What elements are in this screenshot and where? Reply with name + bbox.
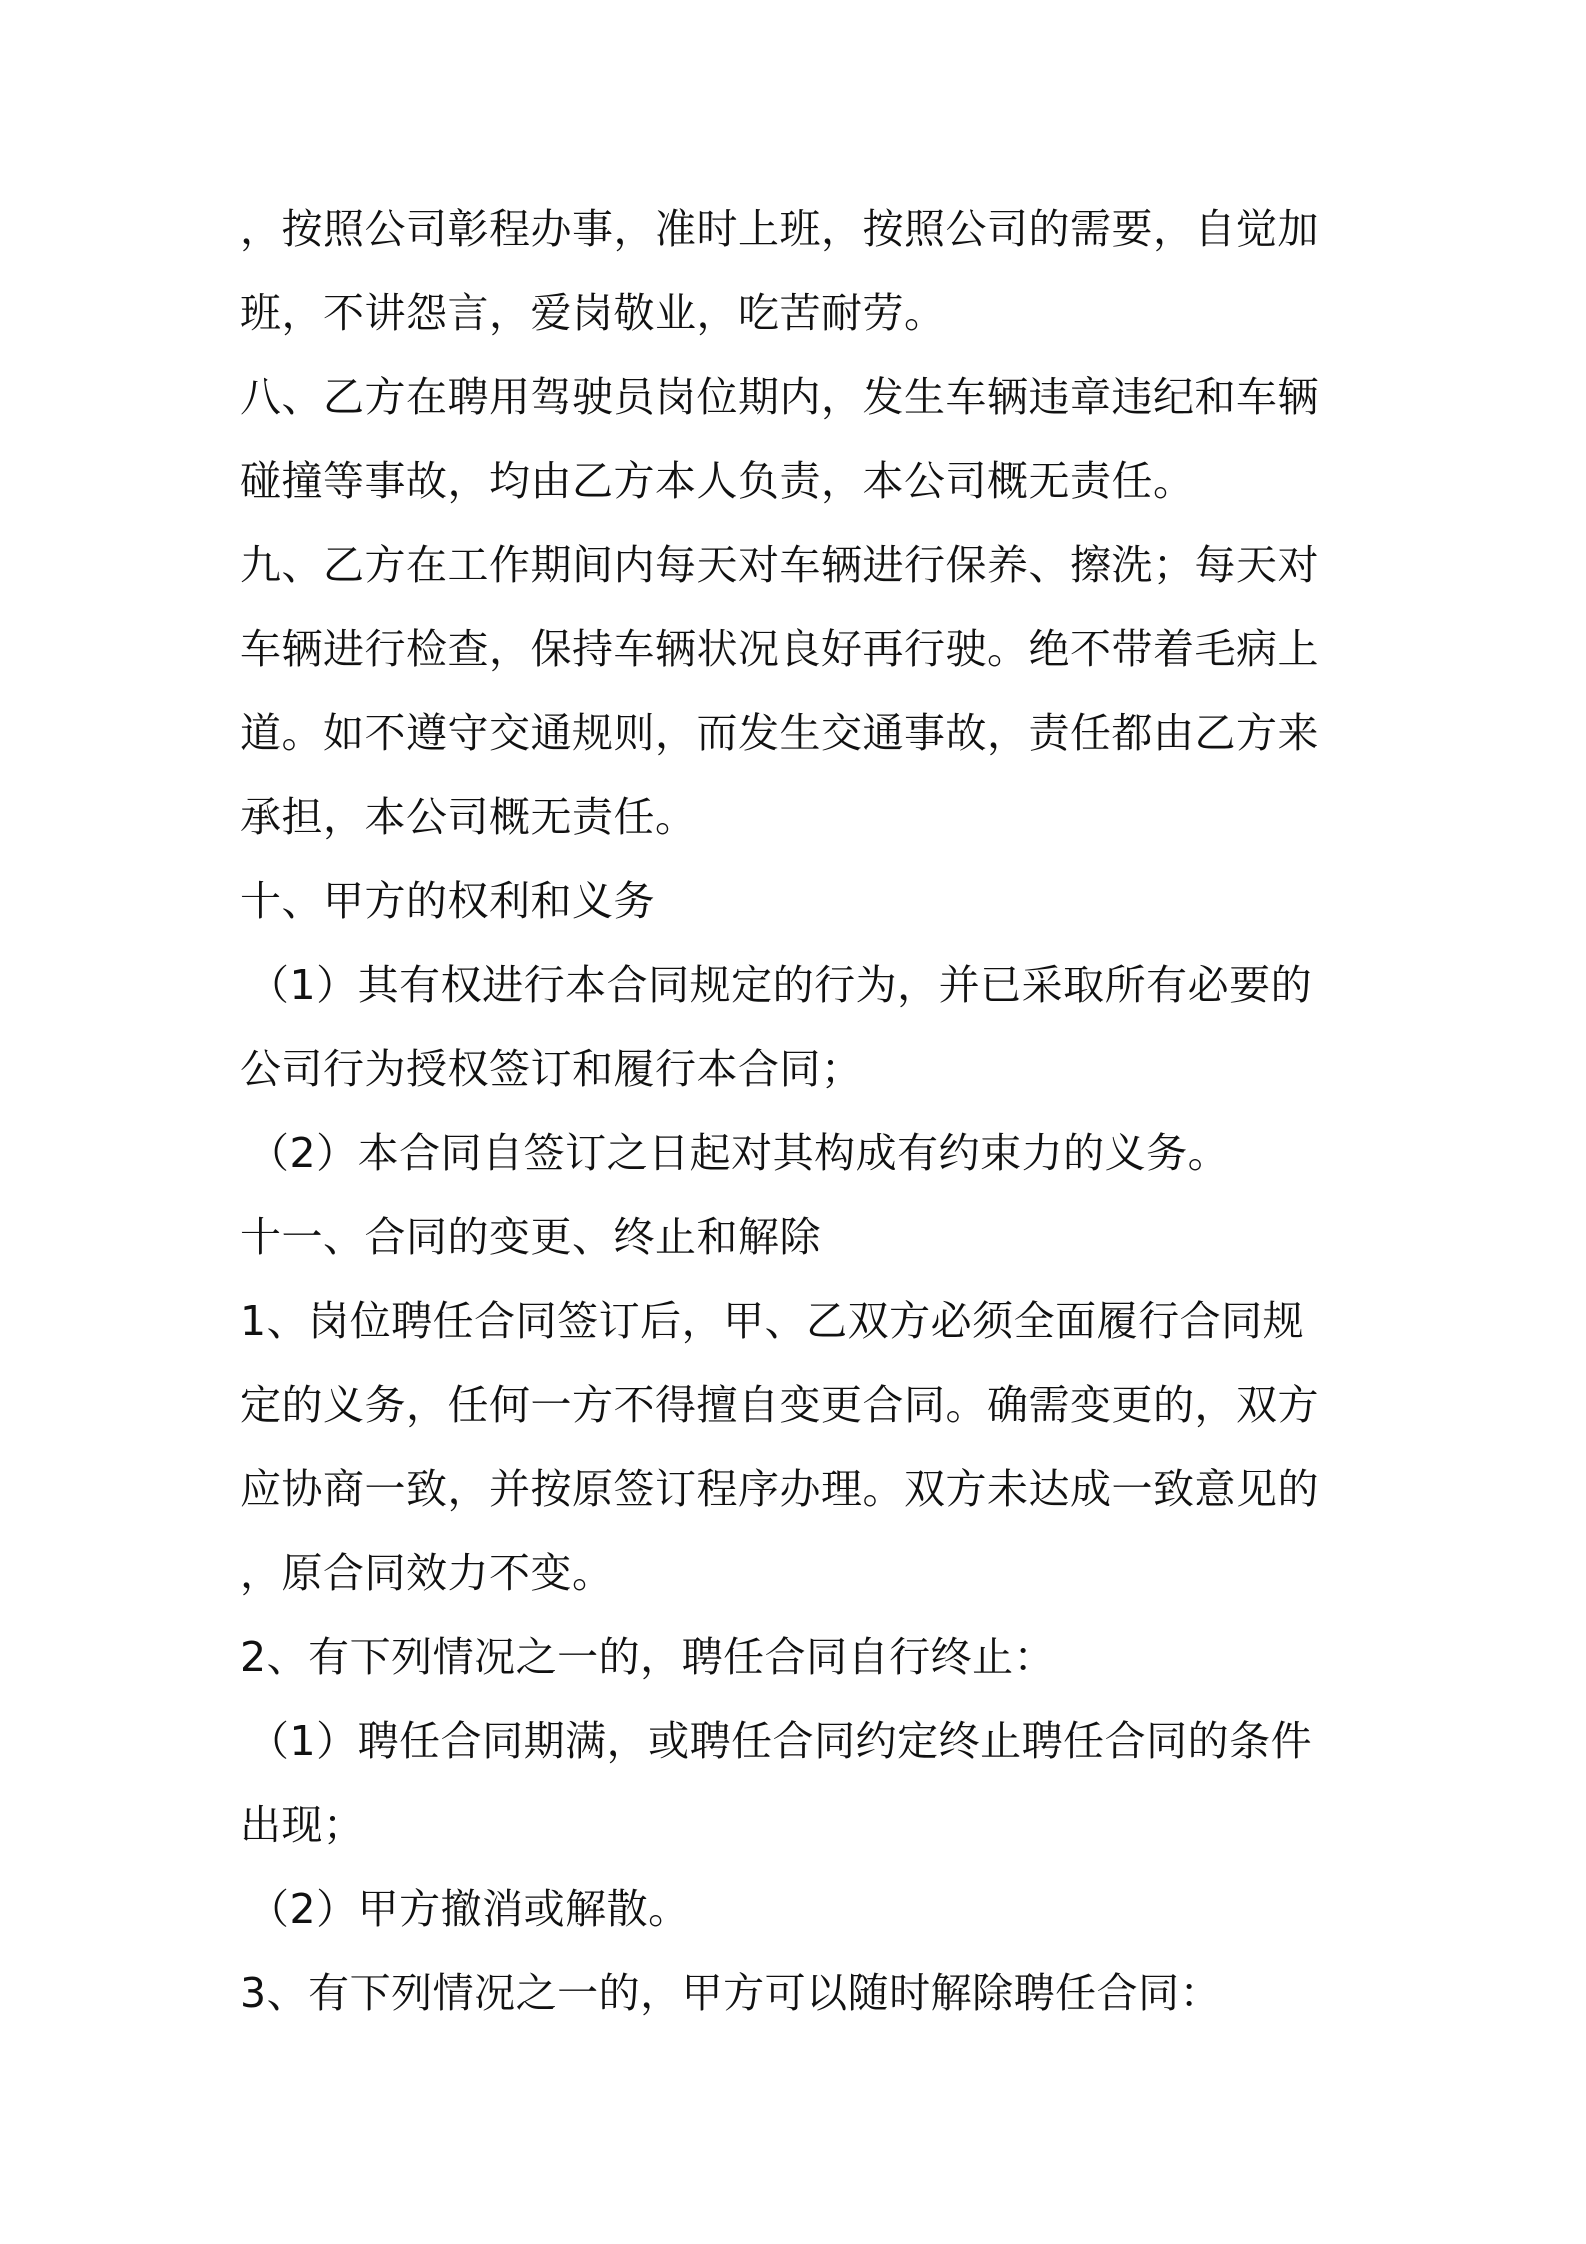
text-line: 1、岗位聘任合同签订后，甲、乙双方必须全面履行合同规 xyxy=(240,1297,1305,1345)
text-line: 道。如不遵守交通规则，而发生交通事故，责任都由乙方来 xyxy=(240,709,1319,757)
text-line: 碰撞等事故，均由乙方本人负责，本公司概无责任。 xyxy=(240,457,1195,505)
text-line: 定的义务，任何一方不得擅自变更合同。确需变更的，双方 xyxy=(240,1381,1319,1429)
text-line: ，原合同效力不变。 xyxy=(240,1549,614,1597)
text-line: 承担，本公司概无责任。 xyxy=(240,793,697,841)
text-line: ，按照公司彰程办事，准时上班，按照公司的需要，自觉加 xyxy=(240,205,1319,253)
text-line: 3、有下列情况之一的，甲方可以随时解除聘任合同： xyxy=(240,1969,1222,2017)
text-line: （1）其有权进行本合同规定的行为，并已采取所有必要的 xyxy=(248,961,1313,1009)
text-line: 应协商一致，并按原签订程序办理。双方未达成一致意见的 xyxy=(240,1465,1319,1513)
text-line: 车辆进行检查，保持车辆状况良好再行驶。绝不带着毛病上 xyxy=(240,625,1319,673)
text-line: 出现； xyxy=(240,1801,365,1849)
text-line: 八、乙方在聘用驾驶员岗位期内，发生车辆违章违纪和车辆 xyxy=(240,373,1319,421)
section-heading: 十、甲方的权利和义务 xyxy=(240,877,655,925)
text-line: （1）聘任合同期满，或聘任合同约定终止聘任合同的条件 xyxy=(248,1717,1313,1765)
text-line: 2、有下列情况之一的，聘任合同自行终止： xyxy=(240,1633,1056,1681)
text-line: （2）本合同自签订之日起对其构成有约束力的义务。 xyxy=(248,1129,1230,1177)
text-line: 班，不讲怨言，爱岗敬业，吃苦耐劳。 xyxy=(240,289,946,337)
text-line: （2）甲方撤消或解散。 xyxy=(248,1885,690,1933)
text-line: 九、乙方在工作期间内每天对车辆进行保养、擦洗；每天对 xyxy=(240,541,1319,589)
text-line: 公司行为授权签订和履行本合同； xyxy=(240,1045,863,1093)
section-heading: 十一、合同的变更、终止和解除 xyxy=(240,1213,821,1261)
